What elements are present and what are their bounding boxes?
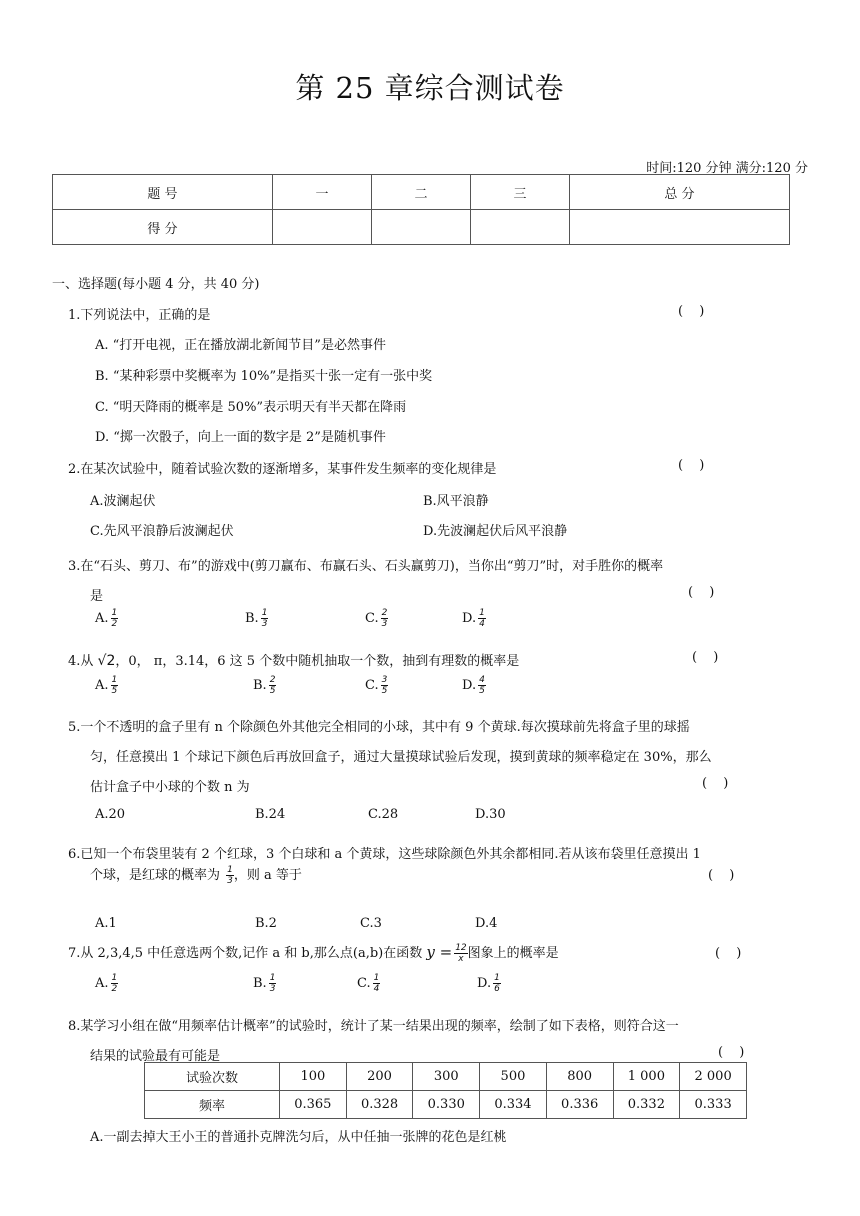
option-label: A.	[95, 976, 109, 991]
q3-stem-cont: 是	[90, 589, 104, 604]
answer-paren: ( )	[688, 585, 721, 600]
table-header-cell: 1 000	[613, 1063, 680, 1091]
q6-stem-line2: 个球，是红球的概率为 $\frac{1}{3}$ ，则 a 等于	[90, 865, 302, 886]
option-label: C.	[357, 976, 371, 991]
q5-option-c: C.28	[368, 807, 399, 822]
q5-option-d: D.30	[475, 807, 506, 822]
q7-stem: 7.从 2,3,4,5 中任意选两个数,记作 a 和 b,那么点(a,b)在函数 y = $\frac{12}{x}$ 图象上的概率是	[68, 943, 559, 964]
q7-option-d	[477, 973, 501, 994]
score-label-cell: 得 分	[53, 210, 273, 245]
option-label: B.	[245, 611, 259, 626]
q3-option-a	[95, 608, 118, 629]
q3-option-c	[365, 608, 388, 629]
score-header-cell: 一	[272, 175, 371, 210]
q1-option-a: A. “打开电视，正在播放湖北新闻节目”是必然事件	[95, 338, 386, 353]
q4-option-a	[95, 675, 118, 696]
score-header-cell: 题 号	[53, 175, 273, 210]
option-label: D.	[462, 678, 477, 693]
sqrt-expression: √2	[97, 653, 116, 669]
score-header-cell: 二	[371, 175, 470, 210]
table-cell: 0.328	[346, 1091, 413, 1119]
score-header-cell: 总 分	[569, 175, 789, 210]
answer-paren: ( )	[715, 946, 748, 961]
table-header-cell: 100	[280, 1063, 347, 1091]
option-label: A.	[95, 611, 109, 626]
q5-option-a: A.20	[95, 807, 126, 822]
table-cell: 0.336	[546, 1091, 613, 1119]
fraction: $\frac{1}{2}$	[111, 973, 118, 994]
table-cell: 0.332	[613, 1091, 680, 1119]
q2-option-b: B.风平浪静	[423, 494, 489, 509]
fraction: $\frac{12}{x}$	[455, 943, 467, 964]
answer-paren: ( )	[678, 458, 711, 473]
q2-option-a: A.波澜起伏	[90, 494, 156, 509]
q6-stem-line1: 6.已知一个布袋里装有 2 个红球，3 个白球和 a 个黄球，这些球除颜色外其余都相同.若从该布袋里任意摸出 1	[68, 847, 701, 862]
table-header-cell: 500	[480, 1063, 547, 1091]
option-label: A.	[95, 678, 109, 693]
q8-stem-line1: 8.某学习小组在做“用频率估计概率”的试验时，统计了某一结果出现的频率，绘制了如下表格，则符合这一	[68, 1019, 679, 1034]
fraction: $\frac{1}{2}$	[111, 608, 118, 629]
q7-option-b	[253, 973, 276, 994]
fraction: $\frac{1}{5}$	[111, 675, 118, 696]
q3-stem: 3.在“石头、剪刀、布”的游戏中(剪刀赢布、布赢石头、石头赢剪刀)，当你出“剪刀”时，对手胜你的概率	[68, 559, 664, 574]
fraction: $\frac{1}{3}$	[269, 973, 276, 994]
score-header-cell: 三	[470, 175, 569, 210]
answer-paren: ( )	[692, 650, 725, 665]
section-heading: 一、选择题(每小题 4 分，共 40 分)	[52, 277, 260, 292]
q6-option-a: A.1	[95, 916, 117, 931]
q5-stem-line1: 5.一个不透明的盒子里有 n 个除颜色外其他完全相同的小球，其中有 9 个黄球.每次摸球前先将盒子里的球摇	[68, 720, 690, 735]
fraction: $\frac{2}{5}$	[269, 675, 276, 696]
q6-option-c: C.3	[360, 916, 382, 931]
fraction: $\frac{1}{4}$	[373, 973, 380, 994]
q3-option-b	[245, 608, 268, 629]
option-label: D.	[462, 611, 477, 626]
q1-option-c: C. “明天降雨的概率是 50%”表示明天有半天都在降雨	[95, 400, 407, 415]
q1-stem: 1.下列说法中，正确的是	[68, 308, 211, 323]
q4-stem: 4.从 √2，0， π，3.14，6 这 5 个数中随机抽取一个数，抽到有理数的概率是	[68, 653, 520, 669]
q3-option-d	[462, 608, 486, 629]
table-header-cell: 200	[346, 1063, 413, 1091]
table-cell: 0.330	[413, 1091, 480, 1119]
q4-option-b	[253, 675, 276, 696]
table-cell: 0.334	[480, 1091, 547, 1119]
fraction: $\frac{3}{5}$	[381, 675, 388, 696]
table-header-cell: 2 000	[680, 1063, 747, 1091]
q2-option-c: C.先风平浪静后波澜起伏	[90, 524, 234, 539]
q1-option-d: D. “掷一次骰子，向上一面的数字是 2”是随机事件	[95, 430, 386, 445]
fraction: $\frac{1}{6}$	[494, 973, 500, 994]
table-label-cell: 频率	[145, 1091, 280, 1119]
q8-stem-line2: 结果的试验最有可能是	[90, 1049, 221, 1064]
score-cell	[272, 210, 371, 245]
fraction: $\frac{1}{4}$	[479, 608, 485, 629]
q8-option-a: A.一副去掉大王小王的普通扑克牌洗匀后，从中任抽一张牌的花色是红桃	[90, 1130, 507, 1145]
q7-option-a	[95, 973, 118, 994]
score-cell	[569, 210, 789, 245]
answer-paren: ( )	[718, 1045, 751, 1060]
frequency-table	[144, 1062, 747, 1119]
exam-meta: 时间:120 分钟 满分:120 分	[646, 161, 808, 176]
option-label: C.	[365, 678, 379, 693]
table-cell: 0.333	[680, 1091, 747, 1119]
option-label: B.	[253, 678, 267, 693]
answer-paren: ( )	[702, 776, 735, 791]
function-expression: y =	[426, 943, 453, 961]
score-cell	[371, 210, 470, 245]
q4-option-d	[462, 675, 486, 696]
page-title: 第 25 章综合测试卷	[295, 71, 565, 105]
answer-paren: ( )	[708, 868, 741, 883]
option-label: C.	[365, 611, 379, 626]
fraction: $\frac{1}{3}$	[261, 608, 268, 629]
q2-stem: 2.在某次试验中，随着试验次数的逐渐增多，某事件发生频率的变化规律是	[68, 462, 497, 477]
fraction: $\frac{4}{5}$	[479, 675, 485, 696]
table-cell: 0.365	[280, 1091, 347, 1119]
q4-option-c	[365, 675, 388, 696]
q2-option-d: D.先波澜起伏后风平浪静	[423, 524, 568, 539]
q5-option-b: B.24	[255, 807, 286, 822]
q7-option-c	[357, 973, 380, 994]
q1-option-b: B. “某种彩票中奖概率为 10%”是指买十张一定有一张中奖	[95, 369, 433, 384]
table-header-cell: 试验次数	[145, 1063, 280, 1091]
answer-paren: ( )	[678, 304, 711, 319]
q6-option-b: B.2	[255, 916, 277, 931]
table-header-cell: 300	[413, 1063, 480, 1091]
fraction: $\frac{2}{3}$	[381, 608, 388, 629]
q5-stem-line3: 估计盒子中小球的个数 n 为	[90, 780, 250, 795]
option-label: D.	[477, 976, 492, 991]
q6-option-d: D.4	[475, 916, 498, 931]
table-header-cell: 800	[546, 1063, 613, 1091]
q5-stem-line2: 匀，任意摸出 1 个球记下颜色后再放回盒子，通过大量摸球试验后发现，摸到黄球的频率稳定在 30%，那么	[90, 750, 712, 765]
fraction: $\frac{1}{3}$	[227, 865, 233, 886]
score-cell	[470, 210, 569, 245]
option-label: B.	[253, 976, 267, 991]
score-table	[52, 174, 790, 245]
